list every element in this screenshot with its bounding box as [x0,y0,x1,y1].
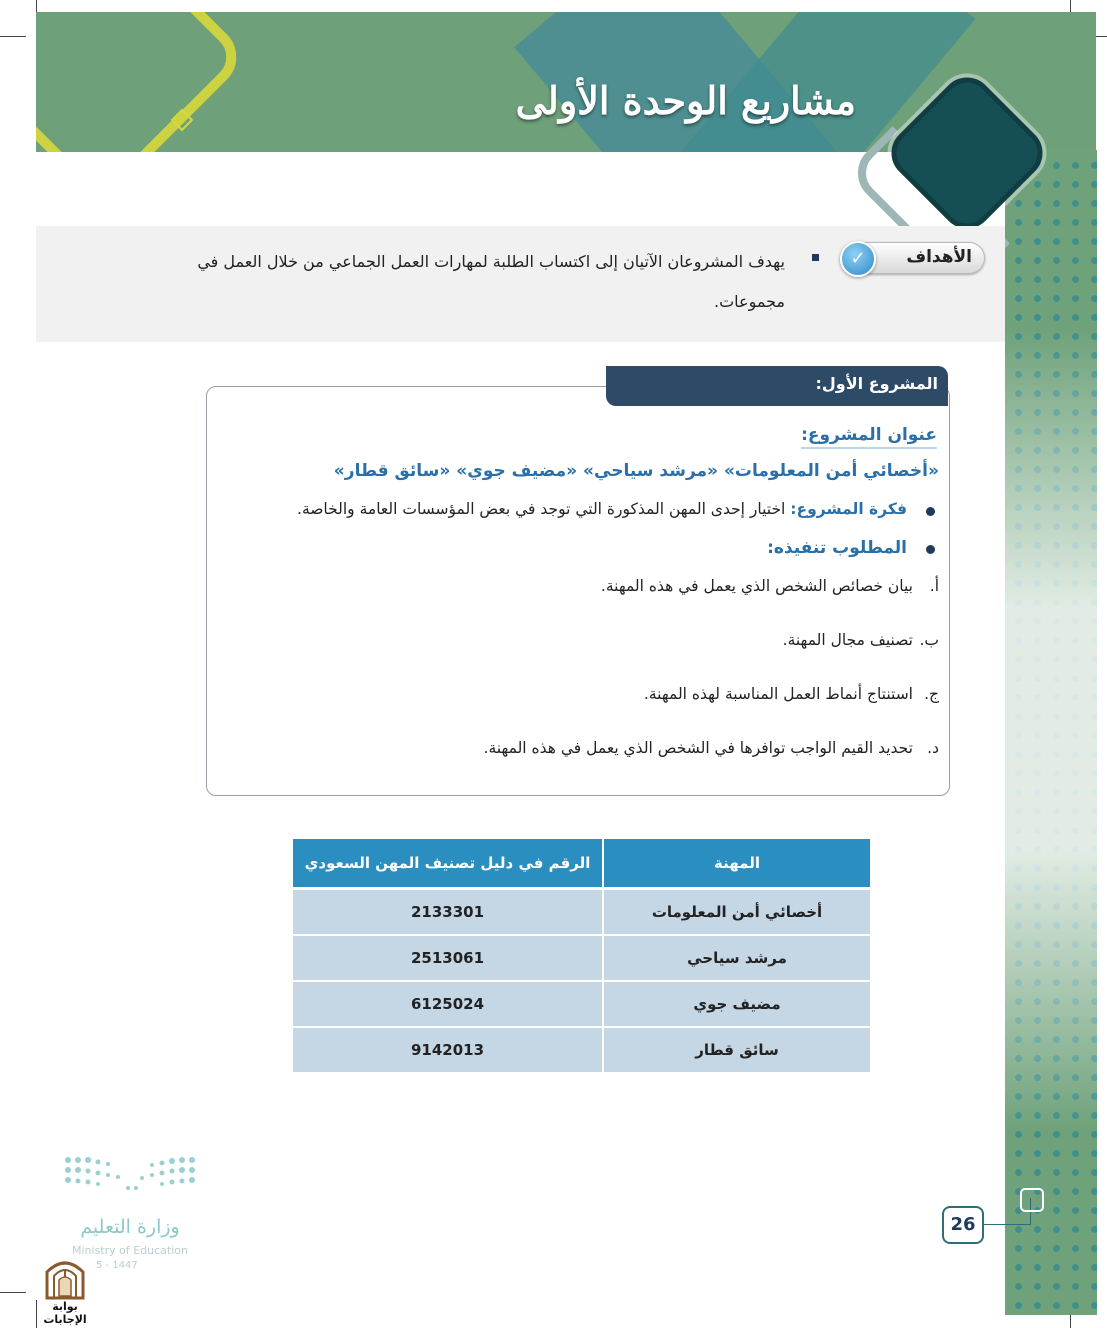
task-text: تحديد القيم الواجب توافرها في الشخص الذي يعمل في هذه المهنة. [483,739,913,757]
check-icon: ✓ [840,241,876,277]
table-row [292,935,870,981]
bullet-square-icon [812,254,819,261]
page-number: 26 [942,1206,984,1244]
answers-logo [30,1256,100,1326]
answers-site-name: بوابة الإجابات [43,1300,87,1326]
column-header-code: الرقم في دليل تصنيف المهن السعودي [292,839,603,889]
table-row [292,889,870,936]
project-box [206,386,950,796]
task-letter: د. [927,739,939,757]
goals-text: يهدف المشروعان الآتيان إلى اكتساب الطلبة لمهارات العمل الجماعي من خلال العمل في مجموعات. [197,252,785,311]
bullet-icon [926,507,935,516]
ministry-name-en: Ministry of Education [71,1244,188,1257]
ministry-name-ar: وزارة التعليم [80,1216,180,1238]
task-letter: أ. [929,577,939,595]
occupation-cell: أخصائي أمن المعلومات [603,889,870,936]
project-title-label: عنوان المشروع: [801,425,937,449]
occupation-cell: سائق قطار [603,1027,870,1073]
ministry-dots-icon [62,1154,198,1198]
code-cell: 6125024 [292,981,603,1027]
decorative-band-fade [1005,330,1097,1130]
task-item [601,577,939,595]
code-cell: 9142013 [292,1027,603,1073]
project-tab-label: المشروع الأول: [815,374,938,393]
gate-icon [30,1256,100,1300]
code-cell: 2133301 [292,889,603,936]
page-title: مشاريع الوحدة الأولى [515,78,856,123]
table-row [292,981,870,1027]
project-idea-label: فكرة المشروع: [790,500,907,518]
ministry-year: 5 - 1447 [96,1260,138,1271]
bullet-icon [926,545,935,554]
project-tab [606,366,948,406]
project-idea [297,500,907,518]
column-header-occupation: المهنة [603,839,870,889]
task-letter: ج. [924,685,939,703]
crop-mark [0,36,26,37]
code-cell: 2513061 [292,935,603,981]
task-item [484,739,939,757]
occupation-table [291,839,870,1074]
page-connector-line [982,1224,1030,1225]
table-row [292,1027,870,1073]
ministry-logo [60,1150,200,1270]
decorative-frame [36,12,249,152]
task-text: استنتاج أنماط العمل المناسبة لهذه المهنة. [643,685,913,703]
task-text: تصنيف مجال المهنة. [782,631,913,649]
goals-section [36,226,1005,342]
table-header-row [292,839,870,889]
occupation-cell: مرشد سياحي [603,935,870,981]
page-connector-icon [1020,1188,1044,1212]
project-occupations: «أخصائي أمن المعلومات» «مرشد سياحي» «مضيف جوي» «سائق قطار» [333,461,939,481]
project-idea-text: اختيار إحدى المهن المذكورة التي توجد في بعض المؤسسات العامة والخاصة. [297,500,791,518]
goals-label: الأهداف [906,247,972,267]
task-item [644,685,939,703]
crop-mark [0,1292,26,1293]
required-label: المطلوب تنفيذه: [767,538,907,558]
goals-label-pill [841,242,985,274]
task-text: بيان خصائص الشخص الذي يعمل في هذه المهنة. [600,577,913,595]
task-letter: ب. [919,631,939,649]
occupation-cell: مضيف جوي [603,981,870,1027]
task-item [783,631,939,649]
